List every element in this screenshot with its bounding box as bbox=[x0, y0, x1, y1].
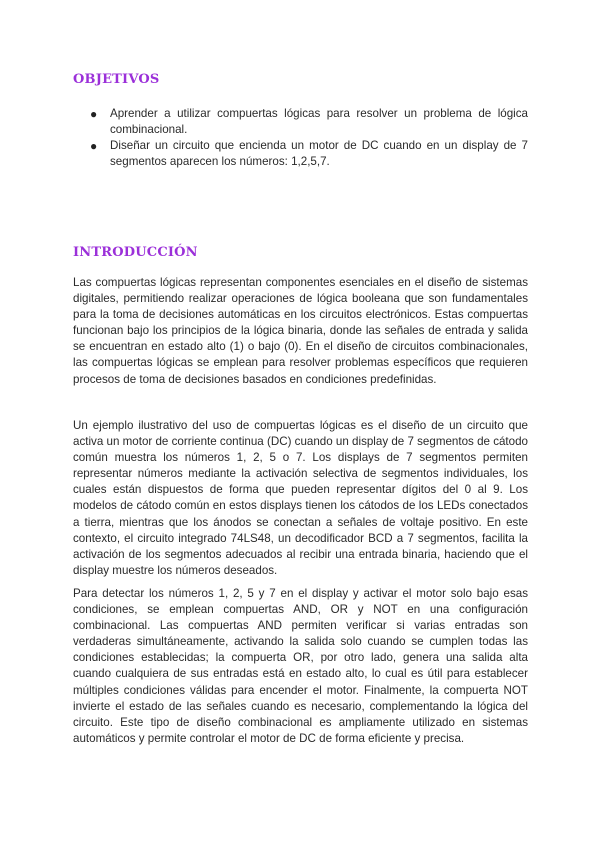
list-item bbox=[73, 138, 528, 170]
objectives-heading: OBJETIVOS bbox=[73, 72, 160, 87]
list-item bbox=[73, 106, 528, 138]
introduction-heading: INTRODUCCIÓN bbox=[73, 245, 198, 260]
objective-text: Diseñar un circuito que encienda un motor de DC cuando en un display de 7 segmentos aparecen los números: 1,2,5,7. bbox=[110, 139, 528, 168]
objectives-list bbox=[73, 106, 528, 170]
intro-paragraph-1: Las compuertas lógicas representan componentes esenciales en el diseño de sistemas digitales, permitiendo realizar operaciones de lógica booleana que son fundamentales para la toma de decisiones automáticas en los circuitos electrónicos. Estas compuertas funcionan bajo los principios de la lógica binaria, donde las señales de entrada y salida se encuentran en estado alto (1) o bajo (0). En el diseño de circuitos combinacionales, las compuertas lógicas se emplean para resolver problemas específicos que requieren procesos de toma de decisiones basados en condiciones predefinidas. bbox=[73, 276, 528, 386]
intro-paragraph-3: Para detectar los números 1, 2, 5 y 7 en el display y activar el motor solo bajo esas condiciones, se emplean compuertas AND, OR y NOT en una configuración combinacional. Las compuertas AND permiten verificar si varias entradas son verdaderas simultáneamente, activando la salida solo cuando se cumplen todas las condiciones establecidas; la compuerta OR, por otro lado, genera una salida alta cuando cualquiera de sus entradas está en estado alto, lo cual es útil para establecer múltiples condiciones válidas para encender el motor. Finalmente, la compuerta NOT invierte el estado de las señales cuando es necesario, complementando la lógica del circuito. Este tipo de diseño combinacional es ampliamente utilizado en sistemas automáticos y permite controlar el motor de DC de forma eficiente y precisa. bbox=[73, 587, 528, 745]
bullet-icon: ● bbox=[90, 107, 98, 121]
bullet-icon: ● bbox=[90, 139, 98, 153]
objective-text: Aprender a utilizar compuertas lógicas para resolver un problema de lógica combinacional. bbox=[110, 107, 528, 136]
intro-paragraph-2: Un ejemplo ilustrativo del uso de compuertas lógicas es el diseño de un circuito que activa un motor de corriente continua (DC) cuando un display de 7 segmentos de cátodo común muestra los números 1, 2, 5 o 7. Los displays de 7 segmentos permiten representar números mediante la activación selectiva de segmentos individuales, los cuales están dispuestos de forma que pueden representar dígitos del 0 al 9. Los modelos de cátodo común en estos displays tienen los cátodos de los LEDs conectados a tierra, mientras que los ánodos se conectan a señales de voltaje positivo. En este contexto, el circuito integrado 74LS48, un decodificador BCD a 7 segmentos, facilita la activación de los segmentos adecuados al recibir una entrada binaria, haciendo que el display muestre los números deseados. bbox=[73, 419, 528, 577]
